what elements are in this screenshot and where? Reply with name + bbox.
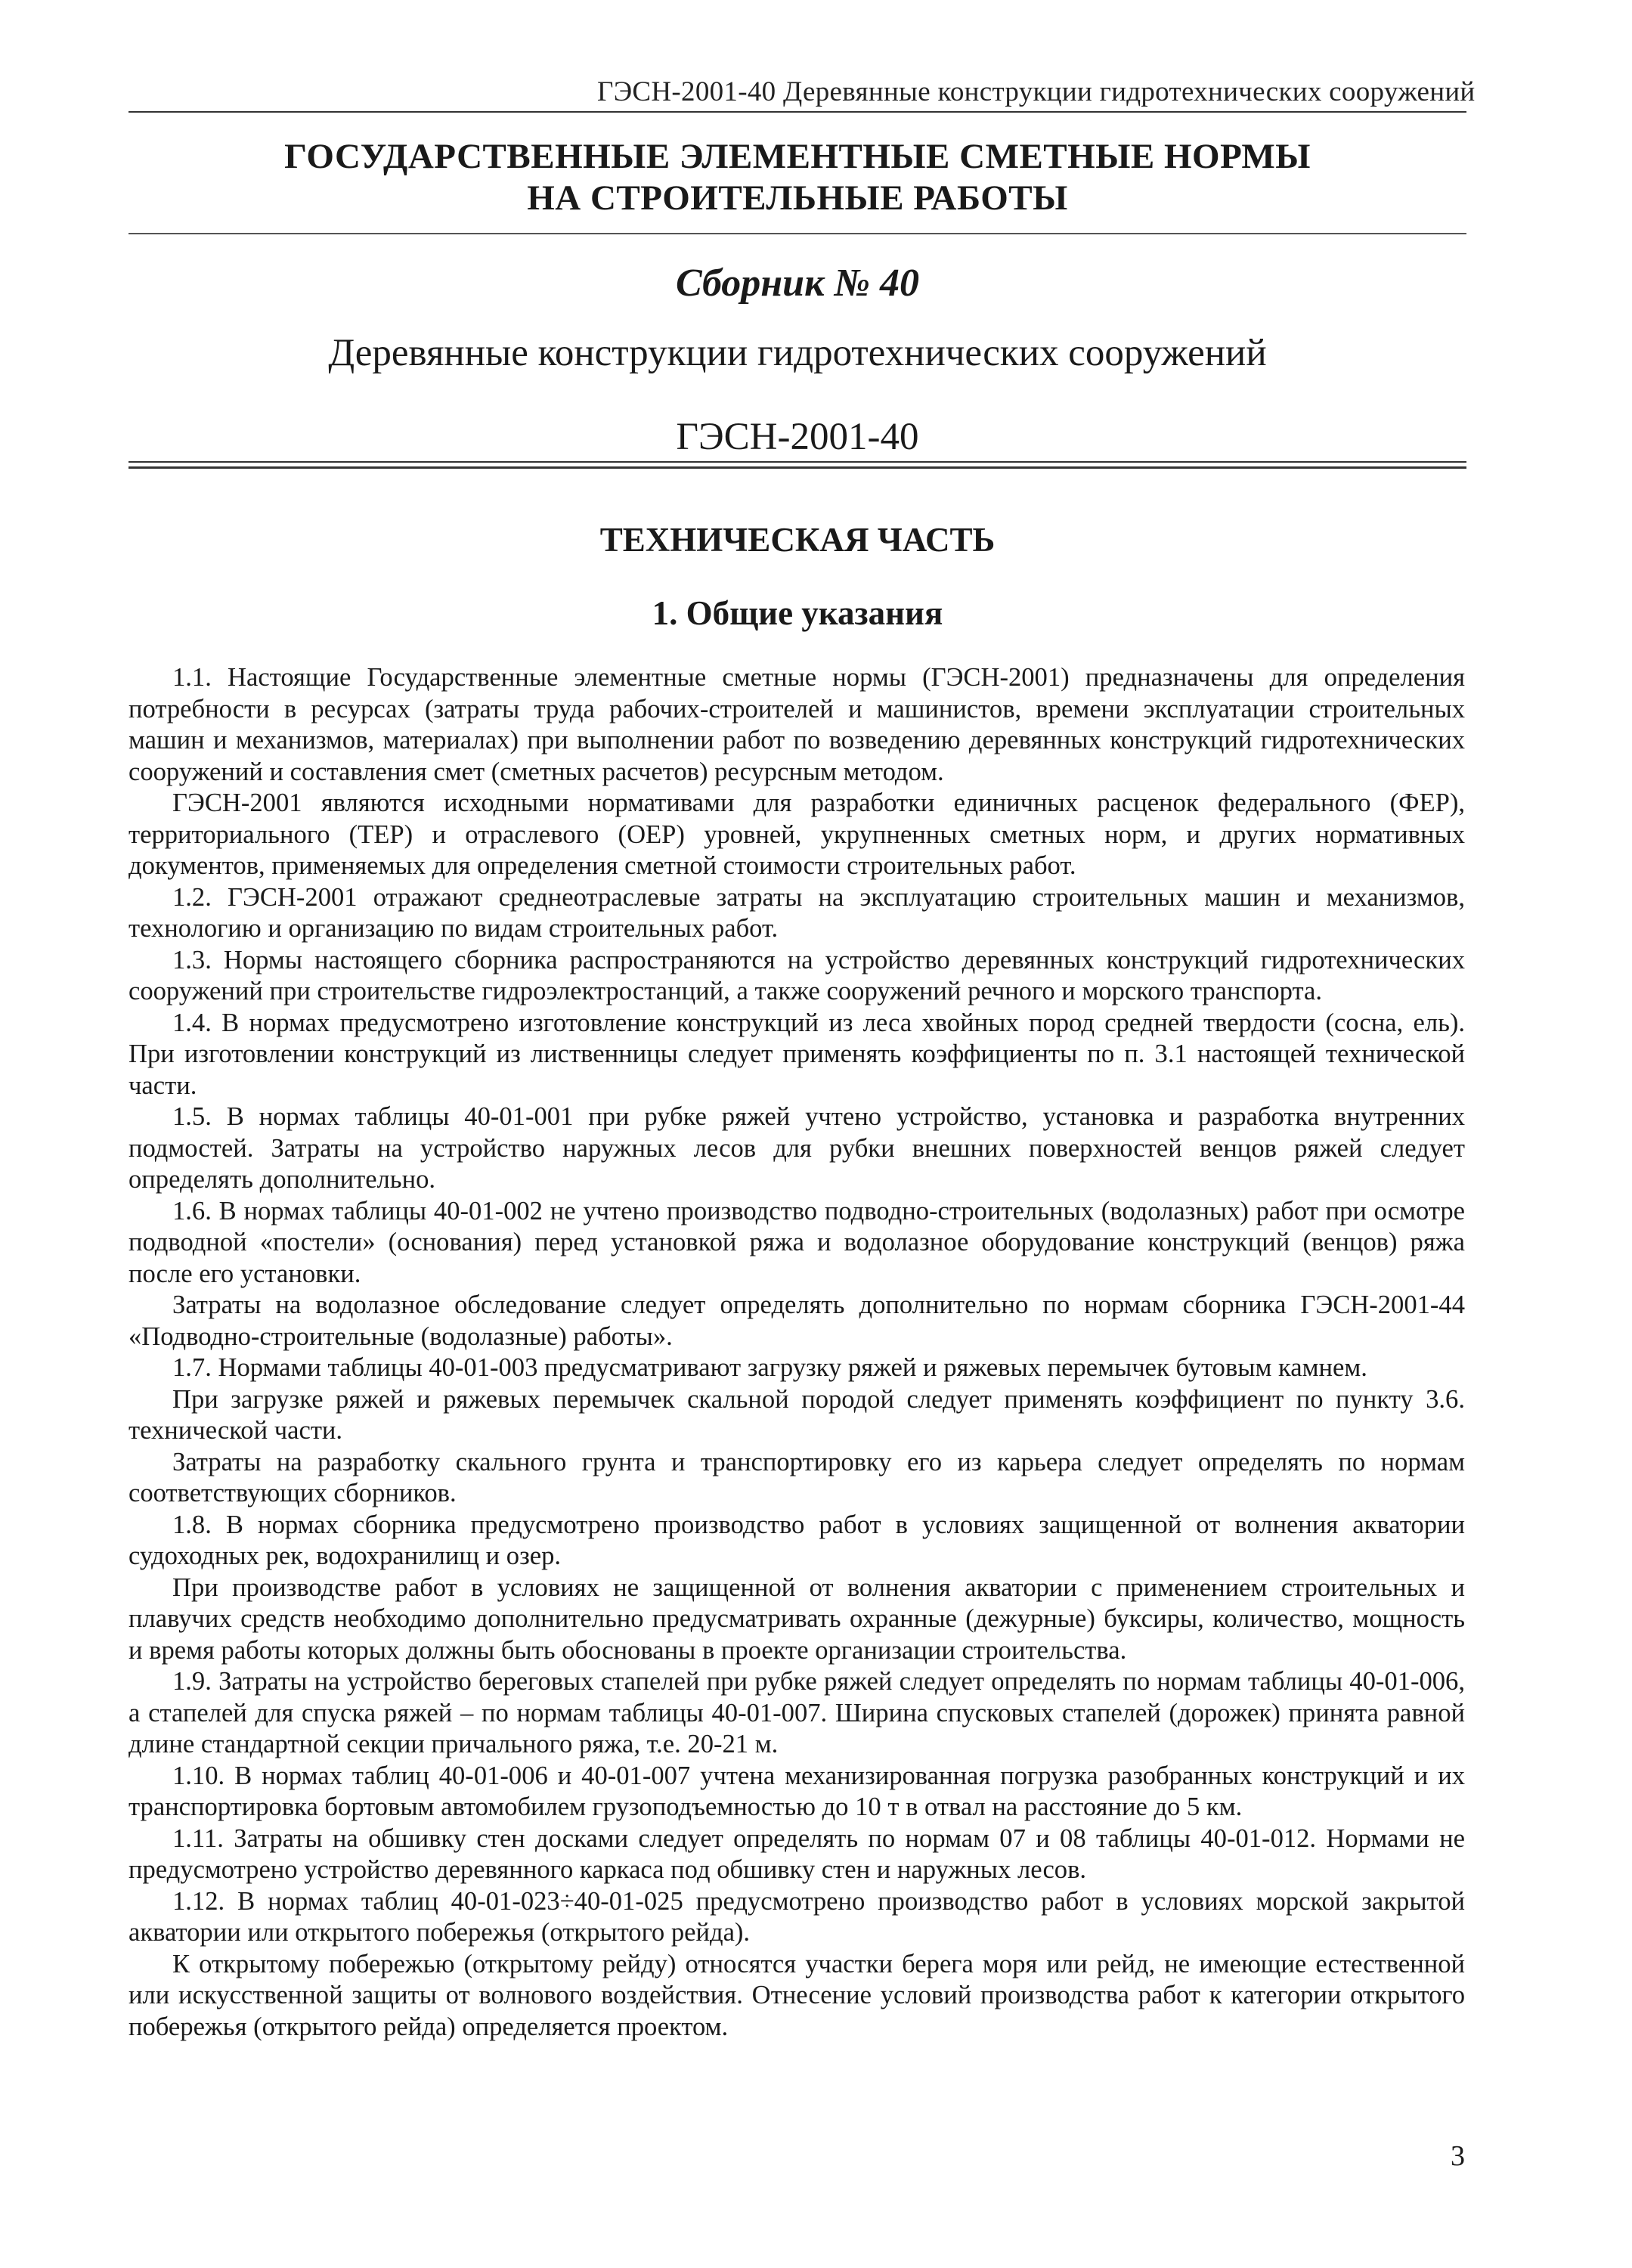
collection-number: Сборник № 40 [675,262,920,305]
code-rule-thick [129,466,1466,469]
header-rule [129,111,1466,113]
paragraph: 1.4. В нормах предусмотрено изготовление конструкций из леса хвойных пород средней твердости (сосна, ель). При изготовлении конструкций из лиственницы следует применять коэффициенты по п. 3.1 настоящей технической части. [129,1008,1465,1100]
running-header: ГЭСН-2001-40 Деревянные конструкции гидротехнических сооружений [597,76,1476,107]
paragraph: При производстве работ в условиях не защищенной от волнения акватории с применением строительных и плавучих средств необходимо дополнительно предусматривать охранные (дежурные) буксиры, количество, мощность и время работы которых должны быть обоснованы в проекте организации строительства. [129,1572,1465,1665]
paragraph: 1.6. В нормах таблицы 40-01-002 не учтено производство подводно-строительных (водолазных) работ при осмотре подводной «постели» (основания) перед установкой ряжа и водолазное оборудование конструкций (венцов) ряжа после его установки. [129,1196,1465,1288]
collection-name: Деревянные конструкции гидротехнических сооружений [328,332,1267,374]
document-code: ГЭСН-2001-40 [676,416,919,458]
paragraph: К открытому побережью (открытому рейду) относятся участки берега моря или рейд, не имеющие естественной или искусственной защиты от волнового воздействия. Отнесение условий производства работ к категории открытого побережья (открытого рейда) определяется проектом. [129,1949,1465,2041]
page-number: 3 [1451,2140,1465,2172]
paragraph: 1.8. В нормах сборника предусмотрено производство работ в условиях защищенной от волнения акватории судоходных рек, водохранилищ и озер. [129,1510,1465,1570]
paragraph: 1.11. Затраты на обшивку стен досками следует определять по нормам 07 и 08 таблицы 40-01-012. Нормами не предусмотрено устройство деревянного каркаса под обшивку стен и наружных лесов. [129,1823,1465,1884]
paragraph: 1.9. Затраты на устройство береговых стапелей при рубке ряжей следует определять по нормам таблицы 40-01-006, а стапелей для спуска ряжей – по нормам таблицы 40-01-007. Ширина спусковых стапелей (дорожек) принята равной длине стандартной секции причального ряжа, т.е. 20-21 м. [129,1667,1465,1758]
paragraph: ГЭСН-2001 являются исходными нормативами для разработки единичных расценок федерального (ФЕР), территориального (ТЕР) и отраслевого (ОЕР) уровней, укрупненных сметных норм, и других нормативных документов, применяемых для определения сметной стоимости строительных работ. [129,789,1465,880]
paragraph: 1.2. ГЭСН-2001 отражают среднеотраслевые затраты на эксплуатацию строительных машин и механизмов, технологию и организацию по видам строительных работ. [129,882,1465,943]
paragraph: При загрузке ряжей и ряжевых перемычек скальной породой следует применять коэффициент по пункту 3.6. технической части. [129,1384,1465,1445]
paragraph: 1.7. Нормами таблицы 40-01-003 предусматривают загрузку ряжей и ряжевых перемычек бутовым камнем. [172,1353,1367,1382]
code-rule-thin [129,461,1466,463]
paragraph: 1.5. В нормах таблицы 40-01-001 при рубке ряжей учтено устройство, установка и разработка внутренних подмостей. Затраты на устройство наружных лесов для рубки внешних поверхностей венцов ряжей следует определять дополнительно. [129,1102,1465,1194]
paragraph: 1.12. В нормах таблиц 40-01-023÷40-01-025 предусмотрено производство работ в условиях морской закрытой акватории или открытого побережья (открытого рейда). [129,1886,1465,1947]
paragraph: Затраты на водолазное обследование следует определять дополнительно по нормам сборника ГЭСН-2001-44 «Подводно-строительные (водолазные) работы». [129,1290,1465,1351]
body-text [129,662,1465,2043]
paragraph: 1.1. Настоящие Государственные элементные сметные нормы (ГЭСН-2001) предназначены для определения потребности в ресурсах (затраты труда рабочих-строителей и машинистов, времени эксплуатации строительных машин и механизмов, материалах) при выполнении работ по возведению деревянных конструкций гидротехнических сооружений и составления смет (сметных расчетов) ресурсным методом. [129,663,1465,786]
section-title: ТЕХНИЧЕСКАЯ ЧАСТЬ [599,521,996,559]
paragraph: 1.10. В нормах таблиц 40-01-006 и 40-01-007 учтена механизированная погрузка разобранных конструкций и их транспортировка бортовым автомобилем грузоподъемностью до 10 т в отвал на расстояние до 5 км. [129,1761,1465,1821]
main-title-line-2: НА СТРОИТЕЛЬНЫЕ РАБОТЫ [527,178,1068,218]
subsection-title: 1. Общие указания [652,594,943,632]
main-title-line-1: ГОСУДАРСТВЕННЫЕ ЭЛЕМЕНТНЫЕ СМЕТНЫЕ НОРМЫ [284,137,1311,176]
paragraph: 1.3. Нормы настоящего сборника распространяются на устройство деревянных конструкций гидротехнических сооружений при строительстве гидроэлектростанций, а также сооружений речного и морского транспорта. [129,945,1465,1005]
paragraph: Затраты на разработку скального грунта и транспортировку его из карьера следует определять по нормам соответствующих сборников. [129,1447,1465,1507]
title-rule [129,233,1466,234]
